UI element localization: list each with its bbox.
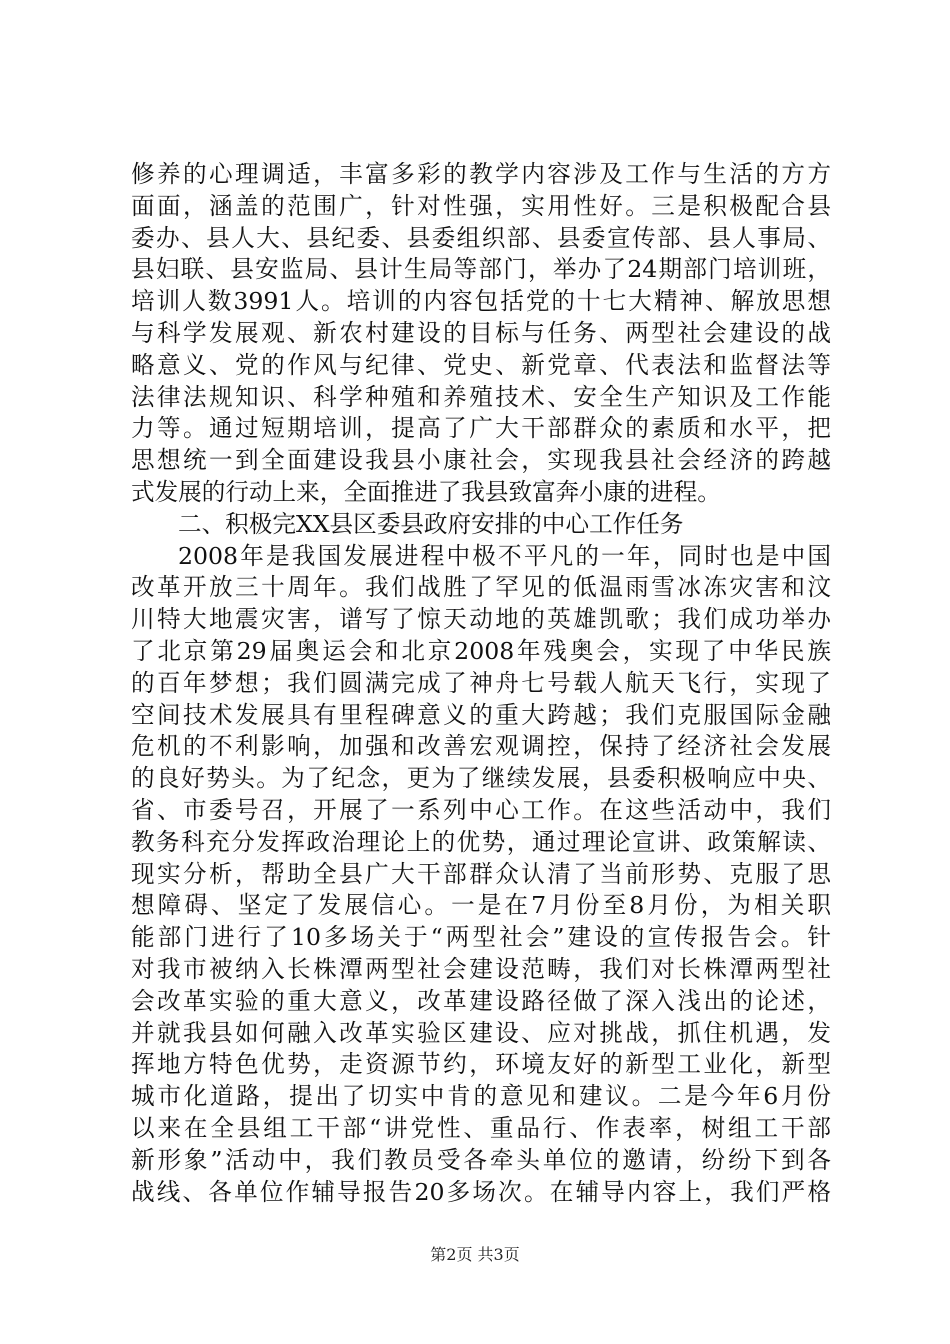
text-line: 修养的心理调适，丰富多彩的教学内容涉及工作与生活的方方 <box>131 160 831 188</box>
text-line: 想障碍、坚定了发展信心。一是在7月份至8月份，为相关职 <box>131 891 831 920</box>
text-line: 并就我县如何融入改革实验区建设、应对挑战，抓住机遇，发 <box>131 1018 831 1047</box>
text-line: 省、市委号召，开展了一系列中心工作。在这些活动中，我们 <box>131 795 831 824</box>
text-line: 培训人数3991人。培训的内容包括党的十七大精神、解放思想 <box>131 287 831 316</box>
text-line: 危机的不利影响，加强和改善宏观调控，保持了经济社会发展 <box>131 732 831 761</box>
text-line: 空间技术发展具有里程碑意义的重大跨越；我们克服国际金融 <box>131 700 831 729</box>
text-line: 了北京第29届奥运会和北京2008年残奥会，实现了中华民族 <box>131 636 831 665</box>
text-line: 法律法规知识、科学种殖和养殖技术、安全生产知识及工作能 <box>131 382 831 411</box>
text-line: 的良好势头。为了纪念，更为了继续发展，县委积极响应中央、 <box>131 764 831 793</box>
text-line: 对我市被纳入长株潭两型社会建设范畴，我们对长株潭两型社 <box>131 954 831 983</box>
text-line-paragraph-start: 2008年是我国发展进程中极不平凡的一年，同时也是中国 <box>178 541 831 570</box>
text-line: 以来在全县组工干部“讲党性、重品行、作表率，树组工干部 <box>131 1113 831 1142</box>
text-line: 现实分析，帮助全县广大干部群众认清了当前形势、克服了思 <box>131 859 831 888</box>
text-line: 新形象”活动中，我们教员受各牵头单位的邀请，纷纷下到各 <box>131 1145 831 1174</box>
text-line: 城市化道路，提出了切实中肯的意见和建议。二是今年6月份 <box>131 1082 831 1111</box>
text-line: 挥地方特色优势，走资源节约，环境友好的新型工业化，新型 <box>131 1050 831 1079</box>
text-line: 委办、县人大、县纪委、县委组织部、县委宣传部、县人事局、 <box>131 223 831 252</box>
text-line: 会改革实验的重大意义，改革建设路径做了深入浅出的论述， <box>131 986 831 1015</box>
body-text <box>131 159 831 1208</box>
text-line: 县妇联、县安监局、县计生局等部门，举办了24期部门培训班， <box>131 255 831 284</box>
text-line: 战线、各单位作辅导报告20多场次。在辅导内容上，我们严格 <box>131 1177 831 1206</box>
text-line: 思想统一到全面建设我县小康社会，实现我县社会经济的跨越 <box>131 446 831 475</box>
text-line: 能部门进行了10多场关于“两型社会”建设的宣传报告会。针 <box>131 923 831 952</box>
text-line: 改革开放三十周年。我们战胜了罕见的低温雨雪冰冻灾害和汶 <box>131 573 831 602</box>
text-line: 与科学发展观、新农村建设的目标与任务、两型社会建设的战 <box>131 318 831 347</box>
text-line-paragraph-end: 式发展的行动上来，全面推进了我县致富奔小康的进程。 <box>131 477 721 506</box>
section-heading: 二、积极完XX县区委县政府安排的中心工作任务 <box>178 509 684 538</box>
page-number-footer: 第2页 共3页 <box>430 1245 520 1264</box>
text-line: 川特大地震灾害，谱写了惊天动地的英雄凯歌；我们成功举办 <box>131 605 831 634</box>
text-line: 力等。通过短期培训，提高了广大干部群众的素质和水平，把 <box>131 414 831 443</box>
text-line: 略意义、党的作风与纪律、党史、新党章、代表法和监督法等 <box>131 350 831 379</box>
text-line: 面面，涵盖的范围广，针对性强，实用性好。三是积极配合县 <box>131 191 831 220</box>
text-line: 教务科充分发挥政治理论上的优势，通过理论宣讲、政策解读、 <box>131 827 831 856</box>
text-line: 的百年梦想；我们圆满完成了神舟七号载人航天飞行，实现了 <box>131 668 831 697</box>
